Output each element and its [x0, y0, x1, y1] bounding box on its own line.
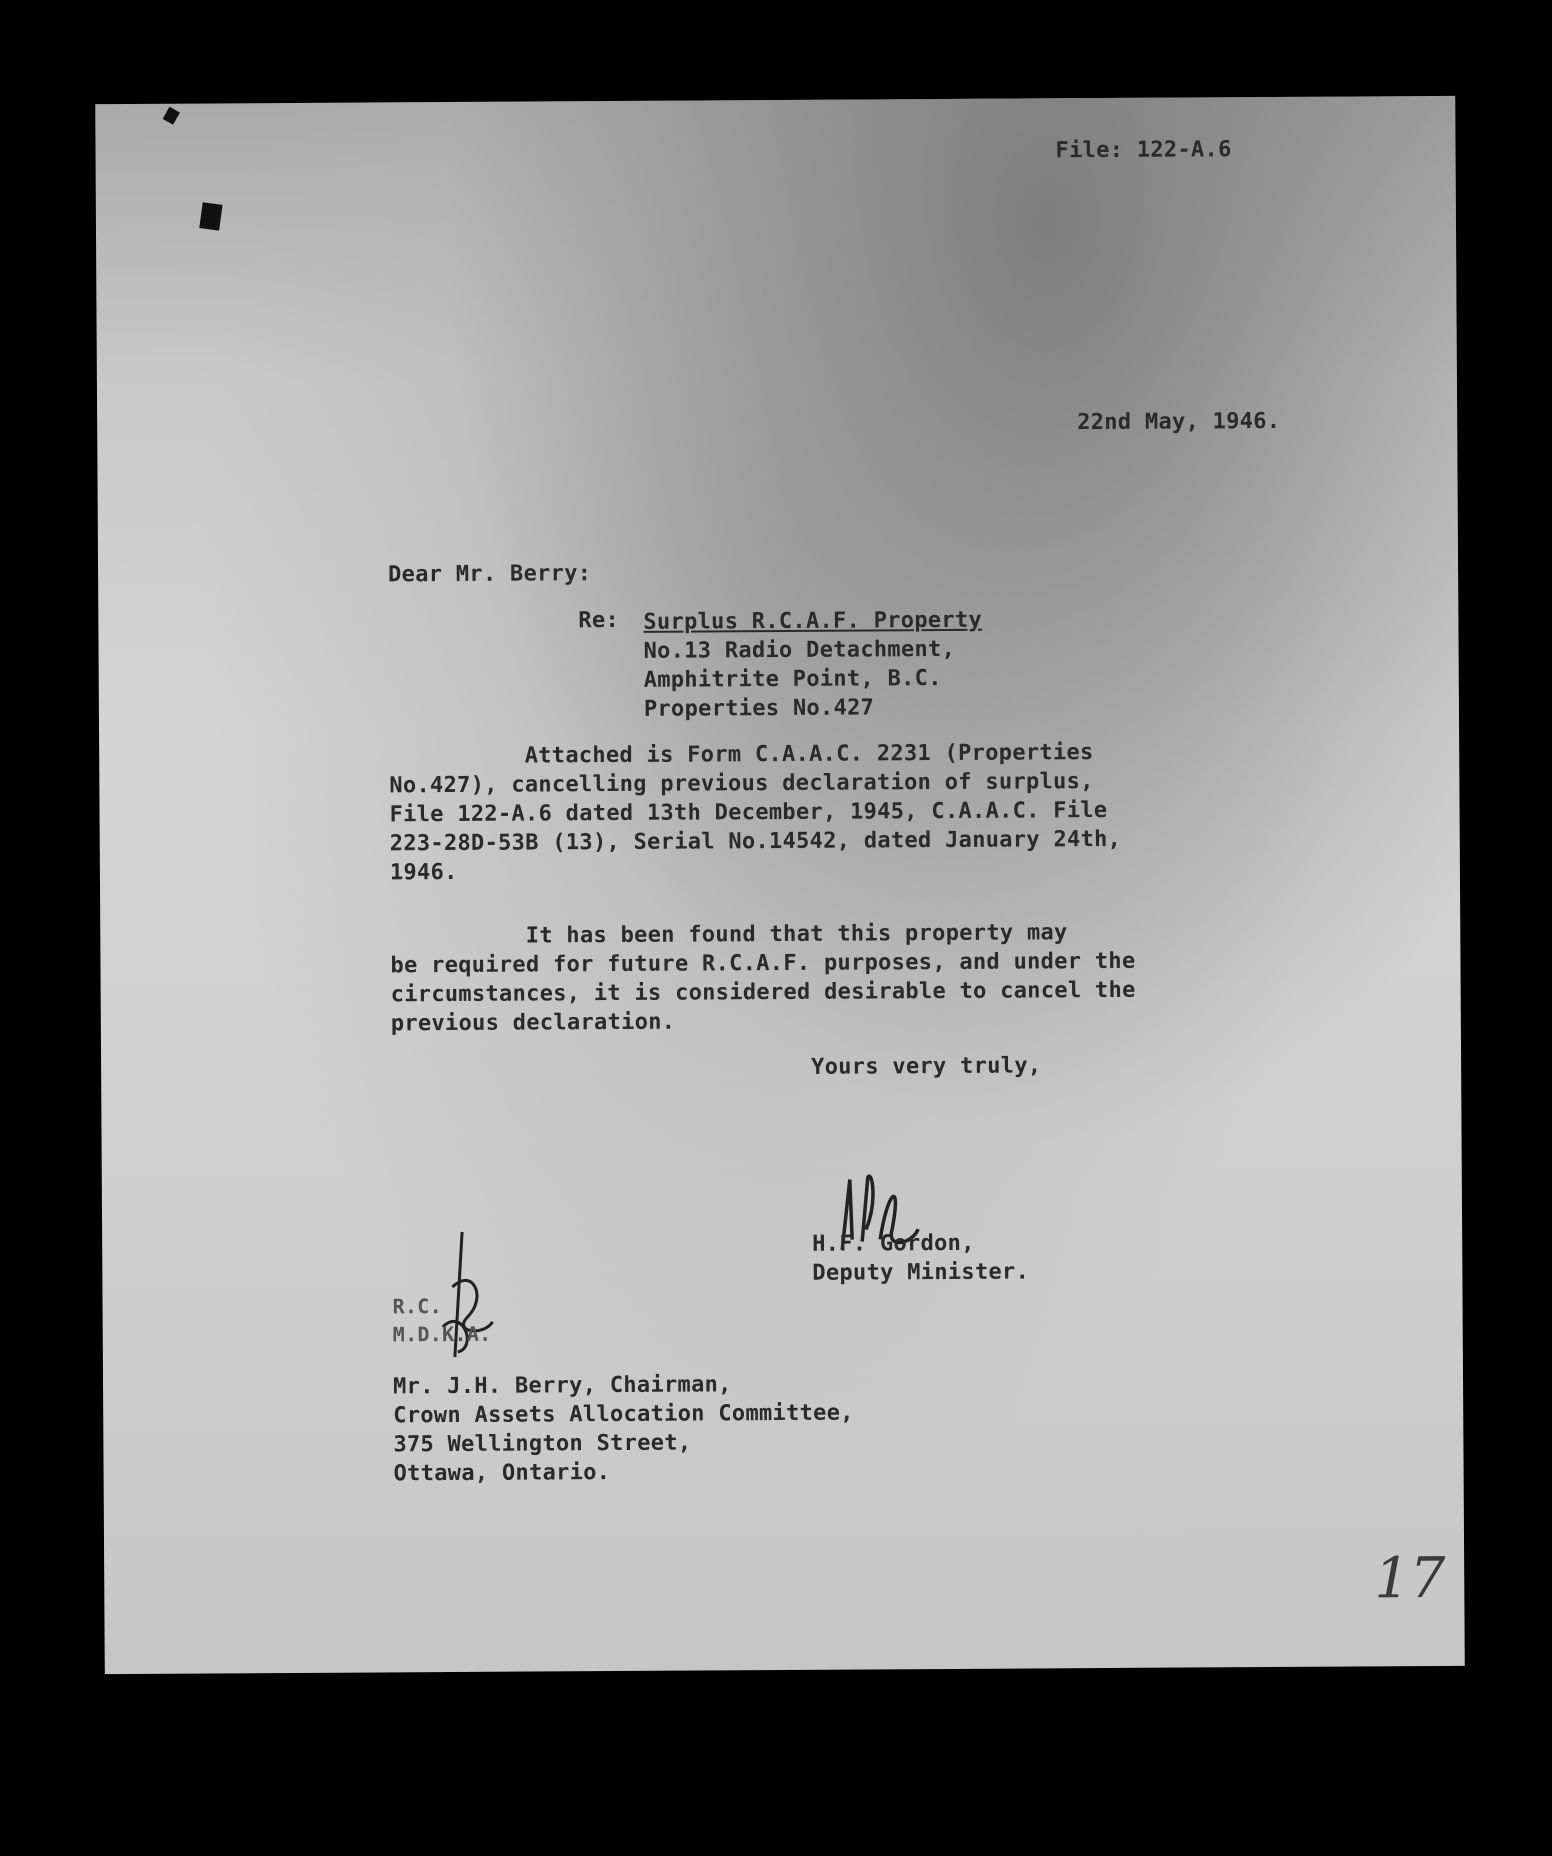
closing: Yours very truly, [811, 1053, 1042, 1080]
signer-block [812, 1228, 1029, 1287]
letter-page [95, 96, 1465, 1674]
initials-line: M.D.K.A. [392, 1321, 492, 1347]
subject-title: Surplus R.C.A.F. Property [643, 607, 983, 635]
address-line: Mr. J.H. Berry, Chairman, [392, 1372, 732, 1400]
address-line: 375 Wellington Street, [393, 1430, 692, 1458]
address-line: Crown Assets Allocation Committee, [393, 1400, 854, 1429]
punch-mark [199, 202, 222, 230]
body-line: No.427), cancelling previous declaration of surplus, [389, 769, 1094, 799]
address-line: Ottawa, Ontario. [393, 1460, 611, 1487]
body-line: be required for future R.C.A.F. purposes, and under the [390, 948, 1136, 979]
salutation: Dear Mr. Berry: [388, 561, 592, 588]
subject-line: Amphitrite Point, B.C. [643, 666, 942, 693]
punch-mark [163, 107, 180, 125]
body-line: File 122-A.6 dated 13th December, 1945, C.A.A.C. File [389, 797, 1108, 828]
body-line: circumstances, it is considered desirable to cancel the [390, 977, 1136, 1008]
body-line: It has been found that this property may [390, 920, 1068, 950]
body-line: previous declaration. [390, 1009, 676, 1037]
subject-line: No.13 Radio Detachment, [643, 636, 956, 664]
page-number: 17 [1374, 1545, 1446, 1612]
initials-line: R.C. [392, 1294, 443, 1319]
file-reference: File: 122-A.6 [1055, 137, 1232, 164]
recipient-address [393, 1370, 854, 1489]
body-line: 1946. [389, 859, 458, 886]
subject-block [643, 606, 982, 724]
body-paragraph-1 [389, 738, 1121, 887]
body-line: Attached is Form C.A.A.C. 2231 (Properties [389, 740, 1094, 770]
body-line: 223-28D-53B (13), Serial No.14542, dated January 24th, [389, 826, 1122, 857]
body-paragraph-2 [390, 918, 1136, 1039]
subject-line: Properties No.427 [643, 695, 875, 722]
signer-title: Deputy Minister. [812, 1259, 1030, 1286]
signer-name: H.F. Gordon, [812, 1230, 975, 1257]
letter-date: 22nd May, 1946. [1077, 408, 1281, 436]
re-label: Re: [578, 607, 620, 634]
typist-initials [392, 1292, 491, 1349]
